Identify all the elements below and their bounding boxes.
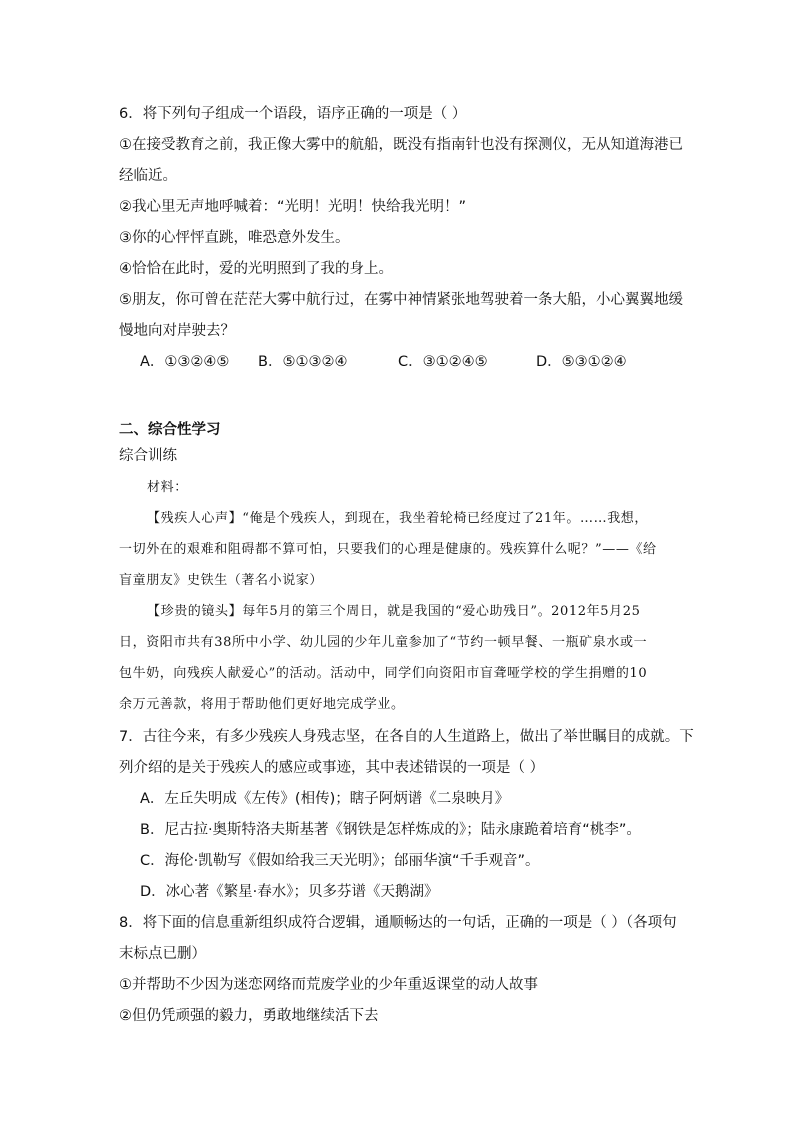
q6-sentence-1-line-2: 经临近。 (119, 168, 177, 184)
section-2-subtitle: 综合训练 (119, 448, 177, 464)
q7-option-c: C．海伦·凯勒写《假如给我三天光明》；邰丽华演“千手观音”。 (140, 853, 540, 869)
q6-stem: 6．将下列句子组成一个语段，语序正确的一项是（ ） (119, 106, 467, 122)
q6-sentence-2: ②我心里无声地呼喊着：“光明！光明！快给我光明！” (119, 199, 467, 215)
material-2-line-1: 【珍贵的镜头】每年5月的第三个周日，就是我国的“爱心助残日”。2012年5月25 (147, 604, 641, 619)
q6-option-b: B．⑤①③②④ (258, 354, 348, 370)
material-2-line-2: 日，资阳市共有38所中小学、幼儿园的少年儿童参加了“节约一顿早餐、一瓶矿泉水或一 (119, 635, 648, 650)
q8-item-1: ①并帮助不少因为迷恋网络而荒废学业的少年重返课堂的动人故事 (119, 977, 538, 993)
q6-option-d: D．⑤③①②④ (536, 354, 627, 370)
q8-item-2: ②但仍凭顽强的毅力，勇敢地继续活下去 (119, 1008, 379, 1024)
q6-sentence-5-line-1: ⑤朋友，你可曾在茫茫大雾中航行过，在雾中神情紧张地驾驶着一条大船，小心翼翼地缓 (119, 292, 683, 308)
q8-stem-line-1: 8．将下面的信息重新组织成符合逻辑，通顺畅达的一句话，正确的一项是（ ）（各项句 (119, 915, 677, 931)
q6-option-a: A．①③②④⑤ (140, 354, 230, 370)
material-1-line-2: 一切外在的艰难和阻碍都不算可怕，只要我们的心理是健康的。残疾算什么呢？”——《给 (119, 542, 657, 557)
material-2-line-3: 包牛奶，向残疾人献爱心”的活动。活动中，同学们向资阳市盲聋哑学校的学生捐赠的10 (119, 666, 648, 681)
q8-stem-line-2: 末标点已删） (119, 946, 206, 962)
section-2-title: 二、综合性学习 (119, 422, 221, 438)
q7-stem-line-2: 列介绍的是关于残疾人的感应或事迹，其中表述错误的一项是（ ） (119, 760, 545, 776)
q7-option-d: D．冰心著《繁星·春水》；贝多芬谱《天鹅湖》 (140, 884, 439, 900)
material-1-line-1: 【残疾人心声】“俺是个残疾人，到现在，我坐着轮椅已经度过了21年。……我想， (147, 511, 648, 526)
material-2-line-4: 余万元善款，将用于帮助他们更好地完成学业。 (119, 697, 405, 712)
q6-sentence-4: ④恰恰在此时，爱的光明照到了我的身上。 (119, 261, 393, 277)
q7-option-a: A．左丘失明成《左传》(相传)；瞎子阿炳谱《二泉映月》 (140, 791, 510, 807)
q6-sentence-5-line-2: 慢地向对岸驶去？ (119, 323, 235, 339)
q6-sentence-3: ③你的心怦怦直跳，唯恐意外发生。 (119, 230, 350, 246)
q6-options (140, 352, 627, 372)
q7-stem-line-1: 7．古往今来，有多少残疾人身残志坚，在各自的人生道路上，做出了举世瞩目的成就。下 (119, 729, 694, 745)
material-1-line-3: 盲童朋友》史铁生（著名小说家） (119, 573, 324, 588)
q6-sentence-1-line-1: ①在接受教育之前，我正像大雾中的航船，既没有指南针也没有探测仪，无从知道海港已 (119, 137, 683, 153)
q7-option-b: B．尼古拉·奥斯特洛夫斯基著《钢铁是怎样炼成的》；陆永康跪着培育“桃李”。 (140, 822, 641, 838)
material-label: 材料： (147, 480, 188, 495)
q6-option-c: C．③①②④⑤ (398, 354, 488, 370)
